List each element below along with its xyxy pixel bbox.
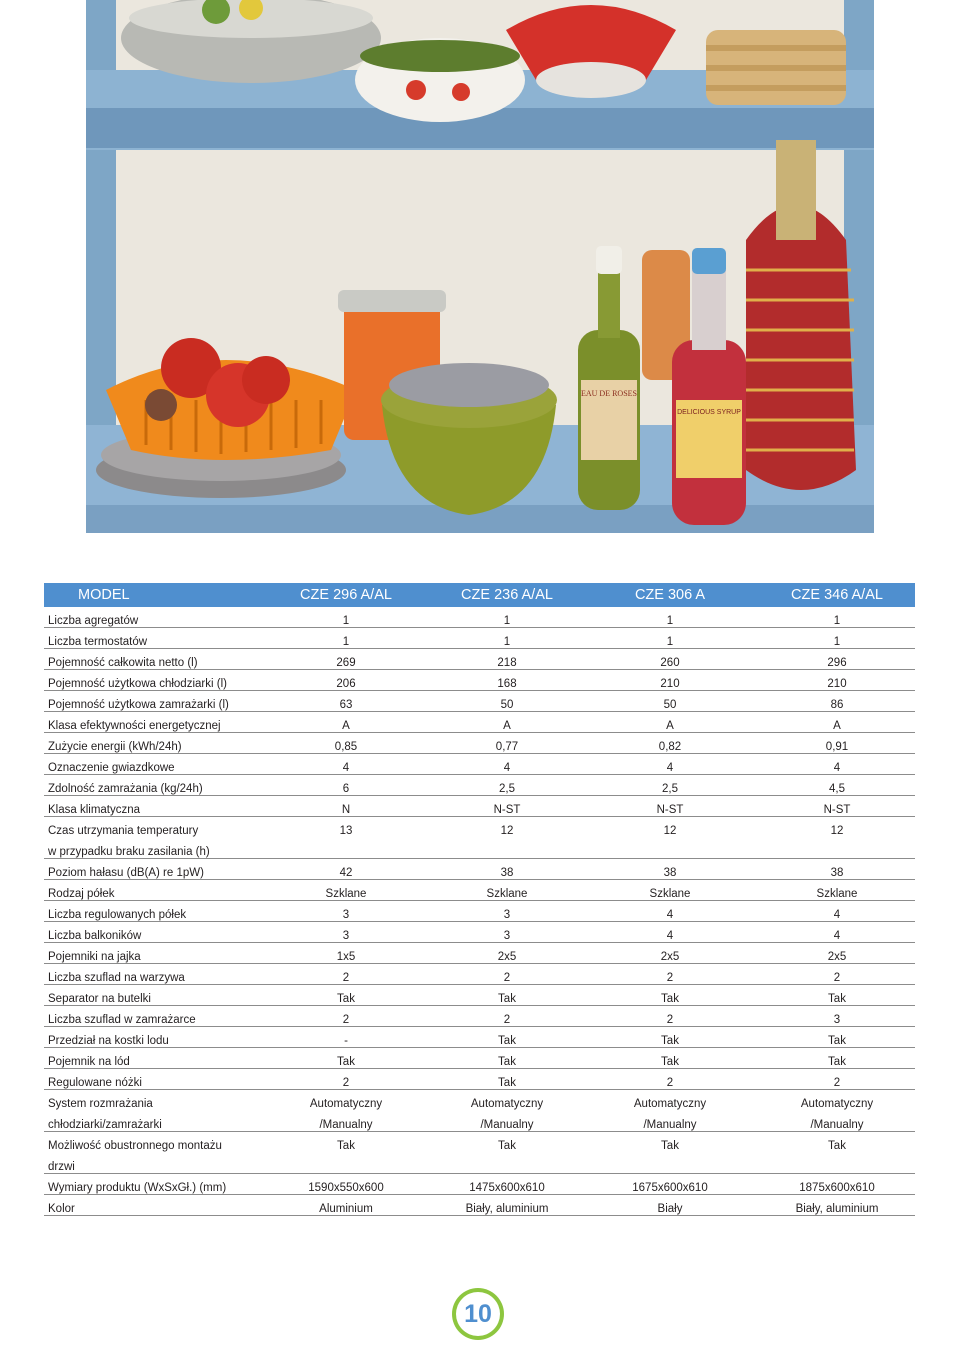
row-label-line: Liczba szuflad w zamrażarce	[48, 1014, 196, 1026]
cell-value-line: 3	[833, 1014, 841, 1026]
row-label-line: Pojemność całkowita netto (l)	[48, 657, 198, 669]
cell-value-line: 2	[666, 1014, 674, 1026]
row-label-line: Czas utrzymania temperatury	[48, 825, 199, 837]
cell-value-line: -	[344, 1035, 348, 1047]
table-row	[44, 1006, 915, 1027]
table-row	[44, 607, 915, 628]
cell-value	[501, 821, 514, 842]
cell-value-line: 1590x550x600	[308, 1182, 384, 1194]
cell-value-line: /Manualny	[480, 1119, 534, 1131]
cell-value	[340, 821, 353, 842]
row-label	[48, 1094, 162, 1136]
cell-value	[658, 1199, 683, 1220]
row-label-line: chłodziarki/zamrażarki	[48, 1119, 162, 1131]
table-row	[44, 1090, 915, 1132]
row-label-line: Zdolność zamrażania (kg/24h)	[48, 783, 203, 795]
row-label-line: Regulowane nóżki	[48, 1077, 142, 1089]
table-row	[44, 964, 915, 985]
row-label-line: Separator na butelki	[48, 993, 151, 1005]
cell-value-line: 2	[342, 1077, 350, 1089]
cell-value-line: Szklane	[816, 888, 858, 900]
cell-value-line: 4	[666, 909, 674, 921]
cell-value-line: N	[341, 804, 351, 816]
cell-value-line: 3	[503, 909, 511, 921]
cell-value-line: Tak	[498, 1035, 516, 1047]
row-label-line: drzwi	[48, 1161, 75, 1173]
syrup-label-text: DELICIOUS SYRUP	[677, 409, 741, 416]
cell-value-line: 38	[663, 867, 677, 879]
table-row	[44, 1174, 915, 1195]
table-row	[44, 1195, 915, 1216]
row-label-line: Zużycie energii (kWh/24h)	[48, 741, 182, 753]
row-label-line: Klasa efektywności energetycznej	[48, 720, 221, 732]
cell-value-line: Tak	[661, 1140, 679, 1152]
model-name: CZE 236 A/AL	[461, 587, 553, 603]
cell-value-line: 3	[342, 930, 350, 942]
cell-value	[661, 1136, 679, 1157]
cell-value-line: 1x5	[336, 951, 356, 963]
cell-value-line: 296	[827, 657, 847, 669]
table-row	[44, 733, 915, 754]
row-label-line: Liczba agregatów	[48, 615, 139, 627]
cell-value-line: Szklane	[649, 888, 691, 900]
table-row	[44, 880, 915, 901]
cell-value-line: 2,5	[499, 783, 515, 795]
cell-value-line: Automatyczny	[470, 1098, 544, 1110]
cell-value-line: Tak	[661, 1035, 679, 1047]
cell-value	[796, 1199, 879, 1220]
cell-value-line: 0,85	[334, 741, 358, 753]
table-row	[44, 1027, 915, 1048]
cell-value-line: 2	[833, 972, 841, 984]
cell-value	[498, 1136, 516, 1157]
model-name: CZE 306 A	[634, 587, 706, 603]
cell-value-line: 6	[342, 783, 350, 795]
table-row	[44, 943, 915, 964]
spec-table	[44, 583, 915, 1216]
table-row	[44, 796, 915, 817]
cell-value-line: 4,5	[829, 783, 845, 795]
cell-value-line: Biały, aluminium	[465, 1203, 549, 1215]
cell-value-line: Biały	[657, 1203, 683, 1215]
table-header	[44, 583, 915, 607]
cell-value-line: 206	[336, 678, 356, 690]
cell-value-line: /Manualny	[810, 1119, 864, 1131]
cell-value-line: 4	[666, 762, 674, 774]
table-row	[44, 1048, 915, 1069]
cell-value-line: 86	[830, 699, 844, 711]
cell-value-line: 0,91	[825, 741, 849, 753]
row-label-line: w przypadku braku zasilania (h)	[48, 846, 210, 858]
cell-value-line: 4	[666, 930, 674, 942]
cell-value-line: 3	[503, 930, 511, 942]
cell-value-line: 210	[660, 678, 680, 690]
row-label-line: Liczba termostatów	[48, 636, 148, 648]
model-header-label: MODEL	[78, 587, 130, 603]
row-label-line: Klasa klimatyczna	[48, 804, 141, 816]
cell-value-line: 1	[503, 615, 511, 627]
row-label	[48, 1199, 75, 1220]
cell-value-line: 2	[342, 1014, 350, 1026]
row-label	[48, 1136, 222, 1178]
model-name: CZE 346 A/AL	[791, 587, 883, 603]
cell-value-line: 2	[503, 1014, 511, 1026]
cell-value-line: 1675x600x610	[632, 1182, 708, 1194]
table-row	[44, 691, 915, 712]
cell-value-line: 1	[342, 636, 350, 648]
cell-value-line: Tak	[661, 993, 679, 1005]
cell-value-line: 12	[500, 825, 514, 837]
table-body	[44, 607, 915, 1216]
cell-value	[466, 1199, 549, 1220]
cell-value-line: Aluminium	[319, 1203, 373, 1215]
table-row	[44, 775, 915, 796]
cell-value-line: 2x5	[827, 951, 847, 963]
cell-value-line: Tak	[498, 1140, 516, 1152]
row-label-line: Liczba regulowanych półek	[48, 909, 187, 921]
cell-value-line: 2	[342, 972, 350, 984]
cell-value-line: 1	[503, 636, 511, 648]
cell-value-line: Tak	[337, 1140, 355, 1152]
row-label-line: Liczba balkoników	[48, 930, 142, 942]
cell-value	[471, 1094, 543, 1136]
cell-value-line: 0,77	[495, 741, 519, 753]
table-row	[44, 628, 915, 649]
cell-value-line: 4	[503, 762, 511, 774]
row-label-line: Kolor	[48, 1203, 75, 1215]
cell-value-line: Tak	[828, 993, 846, 1005]
kitchen-shelf-illustration	[86, 0, 874, 533]
cell-value	[801, 1094, 873, 1136]
cell-value-line: Tak	[661, 1056, 679, 1068]
table-row	[44, 985, 915, 1006]
cell-value-line: /Manualny	[319, 1119, 373, 1131]
table-row	[44, 754, 915, 775]
cell-value-line: 1475x600x610	[469, 1182, 545, 1194]
cell-value-line: Automatyczny	[309, 1098, 383, 1110]
cell-value-line: 2x5	[497, 951, 517, 963]
cell-value-line: Szklane	[325, 888, 367, 900]
cell-value-line: 38	[500, 867, 514, 879]
table-row	[44, 859, 915, 880]
cell-value-line: Tak	[337, 1056, 355, 1068]
cell-value-line: 4	[833, 762, 841, 774]
row-label-line: Pojemność użytkowa zamrażarki (l)	[48, 699, 229, 711]
cell-value-line: 4	[833, 909, 841, 921]
cell-value-line: 260	[660, 657, 680, 669]
row-label-line: Oznaczenie gwiazdkowe	[48, 762, 175, 774]
page-number-badge	[452, 1288, 504, 1340]
table-row	[44, 817, 915, 859]
row-label	[48, 821, 210, 863]
bottle-label-text: EAU DE ROSES	[580, 389, 638, 398]
cell-value-line: 4	[833, 930, 841, 942]
cell-value-line: 1	[833, 615, 841, 627]
cell-value-line: 3	[342, 909, 350, 921]
cell-value	[664, 821, 677, 842]
row-label-line: Poziom hałasu (dB(A) re 1pW)	[48, 867, 204, 879]
cell-value-line: Tak	[828, 1140, 846, 1152]
cell-value	[319, 1199, 373, 1220]
cell-value-line: 269	[336, 657, 356, 669]
table-row	[44, 1069, 915, 1090]
cell-value	[310, 1094, 382, 1136]
table-row	[44, 649, 915, 670]
cell-value-line: 2x5	[660, 951, 680, 963]
row-label-line: Pojemniki na jajka	[48, 951, 141, 963]
cell-value-line: Automatyczny	[800, 1098, 874, 1110]
cell-value-line: A	[833, 720, 841, 732]
cell-value-line: Biały, aluminium	[795, 1203, 879, 1215]
row-label-line: Liczba szuflad na warzywa	[48, 972, 185, 984]
table-row	[44, 922, 915, 943]
cell-value-line: N-ST	[656, 804, 684, 816]
cell-value-line: 1	[833, 636, 841, 648]
cell-value-line: Automatyczny	[633, 1098, 707, 1110]
cell-value-line: Tak	[828, 1035, 846, 1047]
cell-value-line: 12	[830, 825, 844, 837]
cell-value-line: 2,5	[662, 783, 678, 795]
cell-value-line: 63	[339, 699, 353, 711]
cell-value-line: N-ST	[823, 804, 851, 816]
table-row	[44, 712, 915, 733]
row-label-line: Rodzaj półek	[48, 888, 115, 900]
cell-value-line: 1	[666, 615, 674, 627]
cell-value	[828, 1136, 846, 1157]
cell-value-line: Tak	[498, 1077, 516, 1089]
table-row	[44, 670, 915, 691]
row-label-line: Pojemność użytkowa chłodziarki (l)	[48, 678, 227, 690]
row-label-line: Pojemnik na lód	[48, 1056, 130, 1068]
cell-value	[337, 1136, 355, 1157]
cell-value-line: 2	[503, 972, 511, 984]
cell-value-line: /Manualny	[643, 1119, 697, 1131]
product-photo	[86, 0, 874, 533]
cell-value-line: N-ST	[493, 804, 521, 816]
cell-value-line: Tak	[498, 993, 516, 1005]
cell-value-line: Tak	[498, 1056, 516, 1068]
cell-value-line: A	[503, 720, 511, 732]
cell-value	[831, 821, 844, 842]
page-number: 10	[456, 1292, 500, 1336]
table-row	[44, 901, 915, 922]
cell-value-line: 2	[666, 972, 674, 984]
cell-value-line: 1	[342, 615, 350, 627]
cell-value-line: 42	[339, 867, 353, 879]
cell-value-line: Tak	[337, 993, 355, 1005]
cell-value-line: Tak	[828, 1056, 846, 1068]
model-name: CZE 296 A/AL	[300, 587, 392, 603]
row-label-line: Wymiary produktu (WxSxGł.) (mm)	[48, 1182, 227, 1194]
cell-value-line: Szklane	[486, 888, 528, 900]
cell-value-line: 218	[497, 657, 517, 669]
cell-value-line: 13	[339, 825, 353, 837]
cell-value-line: 0,82	[658, 741, 682, 753]
cell-value-line: 1875x600x610	[799, 1182, 875, 1194]
cell-value-line: 210	[827, 678, 847, 690]
row-label-line: System rozmrażania	[48, 1098, 153, 1110]
cell-value-line: 2	[666, 1077, 674, 1089]
table-row	[44, 1132, 915, 1174]
cell-value-line: A	[666, 720, 674, 732]
cell-value-line: 4	[342, 762, 350, 774]
cell-value-line: 168	[497, 678, 517, 690]
row-label-line: Możliwość obustronnego montażu	[48, 1140, 222, 1152]
cell-value-line: A	[342, 720, 350, 732]
cell-value-line: 2	[833, 1077, 841, 1089]
cell-value-line: 12	[663, 825, 677, 837]
row-label-line: Przedział na kostki lodu	[48, 1035, 169, 1047]
cell-value-line: 1	[666, 636, 674, 648]
cell-value-line: 50	[500, 699, 514, 711]
cell-value-line: 50	[663, 699, 677, 711]
cell-value-line: 38	[830, 867, 844, 879]
cell-value	[634, 1094, 706, 1136]
